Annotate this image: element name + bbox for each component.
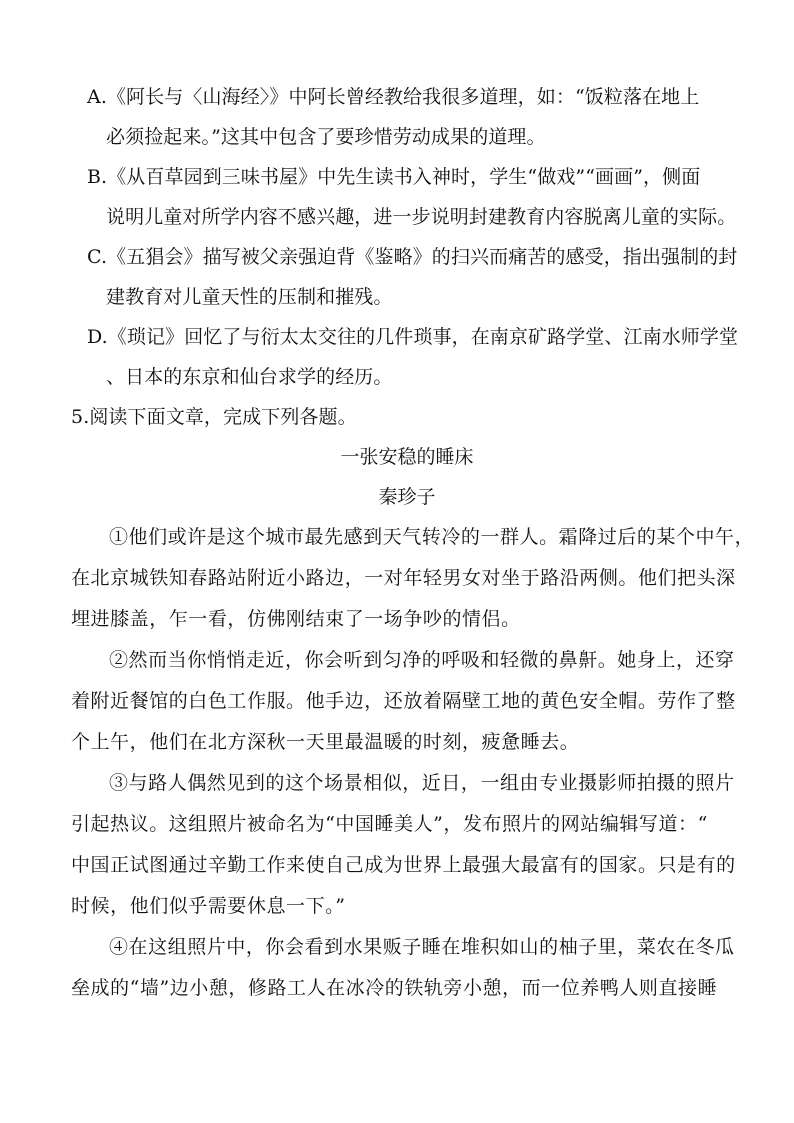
article-paragraph-1 — [71, 517, 755, 640]
paragraph-4-line-1: ④在这组照片中，你会看到水果贩子睡在堆积如山的柚子里，菜农在冬瓜 — [109, 936, 735, 958]
option-c-line-1: C.《五猖会》描写被父亲强迫背《鉴略》的扫兴而痛苦的感受，指出强制的封 — [87, 246, 738, 268]
article-paragraph-2 — [71, 640, 736, 763]
paragraph-3-line-4: 时候，他们似乎需要休息一下。” — [71, 895, 346, 917]
option-d — [87, 317, 739, 397]
paragraph-3-line-3: 中国正试图通过辛勤工作来使自己成为世界上最强大最富有的国家。只是有的 — [71, 854, 736, 876]
paragraph-3-line-2: 引起热议。这组照片被命名为“中国睡美人”，发布照片的网站编辑写道：“ — [71, 813, 708, 835]
paragraph-2-line-2: 着附近餐馆的白色工作服。他手边，还放着隔壁工地的黄色安全帽。劳作了整 — [71, 690, 736, 712]
paragraph-1-line-1: ①他们或许是这个城市最先感到天气转冷的一群人。霜降过后的某个中午， — [109, 526, 755, 548]
option-c — [87, 237, 738, 317]
option-a-line-2: 必须捡起来。”这其中包含了要珍惜劳动成果的道理。 — [106, 126, 546, 148]
paragraph-3-line-1: ③与路人偶然见到的这个场景相似，近日，一组由专业摄影师拍摄的照片 — [109, 772, 735, 794]
option-d-line-1: D.《琐记》回忆了与衍太太交往的几件琐事，在南京矿路学堂、江南水师学堂 — [87, 326, 739, 348]
article-author: 秦珍子 — [378, 486, 436, 508]
paragraph-1-line-3: 埋进膝盖，乍一看，仿佛刚结束了一场争吵的情侣。 — [71, 608, 521, 630]
paragraph-2-line-3: 个上午，他们在北方深秋一天里最温暖的时刻，疲惫睡去。 — [71, 731, 580, 753]
option-a — [87, 77, 727, 157]
document-page — [71, 77, 755, 1009]
paragraph-1-line-2: 在北京城铁知春路站附近小路边，一对年轻男女对坐于路沿两侧。他们把头深 — [71, 567, 736, 589]
paragraph-2-line-1: ②然而当你悄悄走近，你会听到匀净的呼吸和轻微的鼻鼾。她身上，还穿 — [109, 649, 735, 671]
option-a-line-1: A.《阿长与〈山海经〉》中阿长曾经教给我很多道理，如：“饭粒落在地上 — [87, 86, 700, 108]
article-paragraph-3 — [71, 763, 736, 927]
option-c-line-2: 建教育对儿童天性的压制和摧残。 — [106, 286, 393, 308]
option-b-line-2: 说明儿童对所学内容不感兴趣，进一步说明封建教育内容脱离儿童的实际。 — [106, 206, 737, 228]
question-prompt: 5.阅读下面文章，完成下列各题。 — [71, 406, 357, 428]
article-title: 一张安稳的睡床 — [340, 446, 474, 468]
article-paragraph-4 — [71, 927, 735, 1009]
option-d-line-2: 、日本的东京和仙台求学的经历。 — [106, 366, 393, 388]
paragraph-4-line-2: 垒成的“墙”边小憩，修路工人在冰冷的铁轨旁小憩，而一位养鸭人则直接睡 — [71, 977, 718, 999]
option-b — [87, 157, 737, 237]
option-b-line-1: B.《从百草园到三味书屋》中先生读书入神时，学生“做戏”“画画”，侧面 — [87, 166, 701, 188]
